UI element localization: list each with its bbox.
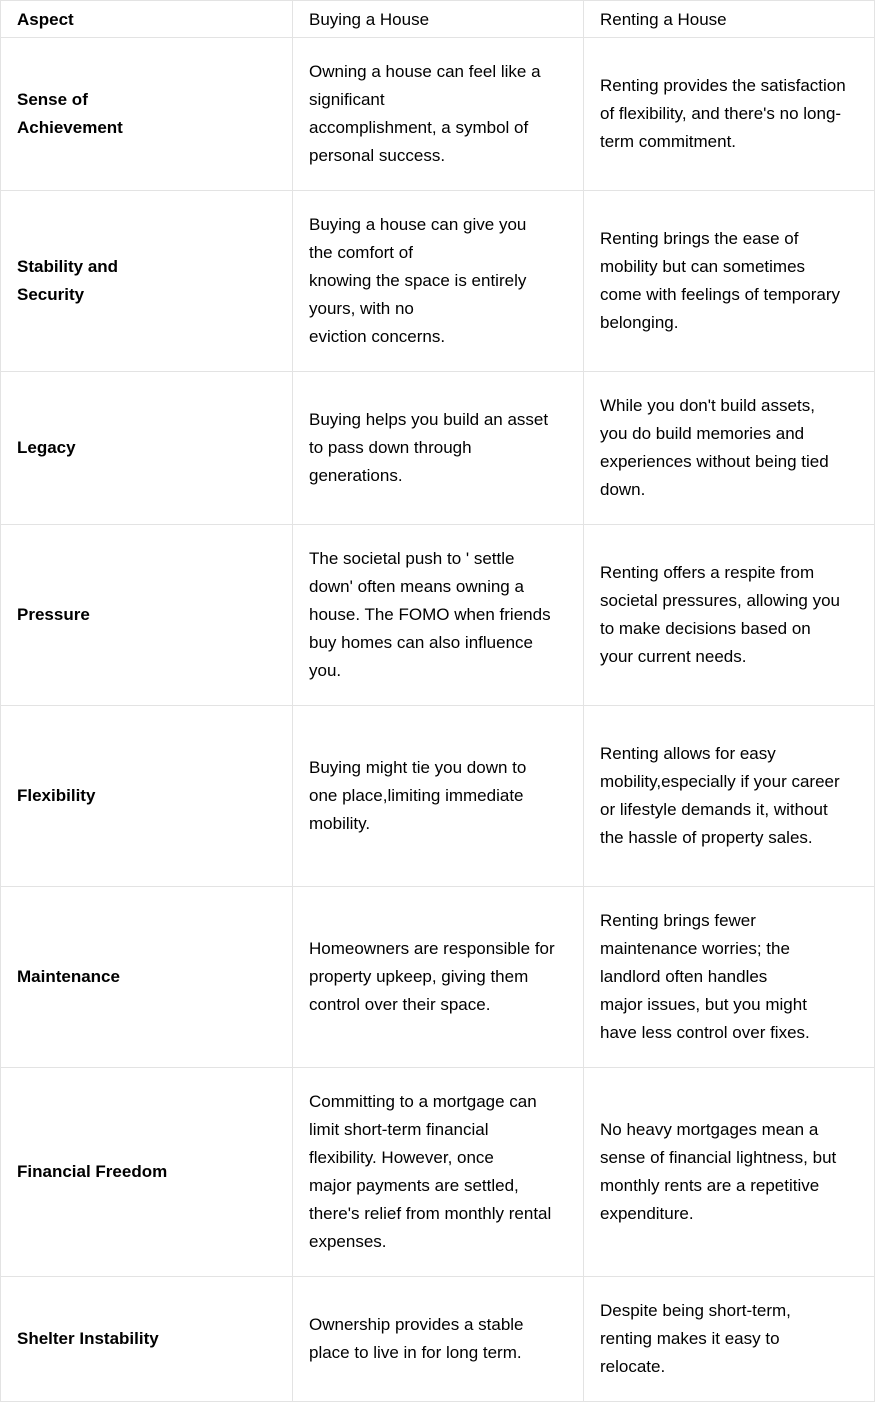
buying-cell: [292, 525, 583, 705]
table-row: [0, 706, 875, 887]
renting-cell: [583, 191, 875, 371]
buying-cell: [292, 1068, 583, 1276]
buying-cell: [292, 887, 583, 1067]
renting-cell: [583, 1277, 875, 1401]
table-row: [0, 1068, 875, 1277]
table-row: [0, 887, 875, 1068]
buying-cell: [292, 38, 583, 190]
aspect-label: Pressure: [17, 605, 90, 624]
header-buying-label: Buying a House: [309, 10, 430, 29]
header-buying: [292, 1, 583, 37]
aspect-cell: [0, 38, 292, 190]
renting-text: Renting provides the satisfaction of flexibility, and there's no long- term commitment.: [600, 76, 846, 151]
aspect-label: Shelter Instability: [17, 1329, 159, 1348]
buying-text: Buying might tie you down to one place,limiting immediate mobility.: [309, 758, 527, 833]
renting-text: Despite being short-term, renting makes it easy to relocate.: [600, 1301, 791, 1376]
buying-text: Ownership provides a stable place to live in for long term.: [309, 1315, 524, 1362]
table-row: [0, 372, 875, 525]
header-aspect: [0, 1, 292, 37]
aspect-label: Legacy: [17, 438, 76, 457]
buying-cell: [292, 372, 583, 524]
renting-text: No heavy mortgages mean a sense of financial lightness, but monthly rents are a repetitive expenditure.: [600, 1120, 837, 1223]
aspect-label: Flexibility: [17, 786, 96, 805]
renting-text: While you don't build assets, you do build memories and experiences without being tied down.: [600, 396, 829, 499]
buying-text: The societal push to ' settle down' often means owning a house. The FOMO when friends buy homes can also influence you.: [309, 549, 551, 680]
renting-cell: [583, 1068, 875, 1276]
table-row: [0, 1277, 875, 1402]
buying-text: Homeowners are responsible for property upkeep, giving them control over their space.: [309, 939, 555, 1014]
aspect-cell: [0, 706, 292, 886]
buying-cell: [292, 706, 583, 886]
renting-text: Renting brings the ease of mobility but can sometimes come with feelings of temporary belonging.: [600, 229, 840, 332]
renting-cell: [583, 372, 875, 524]
aspect-label: Stability and Security: [17, 257, 119, 304]
header-renting-label: Renting a House: [600, 10, 727, 29]
buying-cell: [292, 191, 583, 371]
renting-cell: [583, 887, 875, 1067]
renting-cell: [583, 38, 875, 190]
buying-text: Buying helps you build an asset to pass down through generations.: [309, 410, 549, 485]
aspect-cell: [0, 1277, 292, 1401]
renting-text: Renting allows for easy mobility,especially if your career or lifestyle demands it, without the hassle of property sales.: [600, 744, 840, 847]
aspect-label: Financial Freedom: [17, 1162, 168, 1181]
buying-text: Owning a house can feel like a significant accomplishment, a symbol of personal success.: [309, 62, 541, 165]
aspect-cell: [0, 525, 292, 705]
aspect-label: Maintenance: [17, 967, 120, 986]
aspect-cell: [0, 191, 292, 371]
header-renting: [583, 1, 875, 37]
renting-text: Renting brings fewer maintenance worries; the landlord often handles major issues, but you might have less control over fixes.: [600, 911, 810, 1042]
aspect-cell: [0, 887, 292, 1067]
aspect-cell: [0, 1068, 292, 1276]
renting-cell: [583, 525, 875, 705]
aspect-label: Sense of Achievement: [17, 90, 123, 137]
renting-text: Renting offers a respite from societal pressures, allowing you to make decisions based on your current needs.: [600, 563, 841, 666]
aspect-cell: [0, 372, 292, 524]
table-header-row: [0, 0, 875, 38]
table-row: [0, 191, 875, 372]
buying-text: Buying a house can give you the comfort of knowing the space is entirely yours, with no eviction concerns.: [309, 215, 527, 346]
buying-cell: [292, 1277, 583, 1401]
renting-cell: [583, 706, 875, 886]
header-aspect-label: Aspect: [17, 10, 74, 29]
table-row: [0, 38, 875, 191]
buying-text: Committing to a mortgage can limit short-term financial flexibility. However, once major payments are settled, there's relief from monthly rental expenses.: [309, 1092, 552, 1251]
table-row: [0, 525, 875, 706]
